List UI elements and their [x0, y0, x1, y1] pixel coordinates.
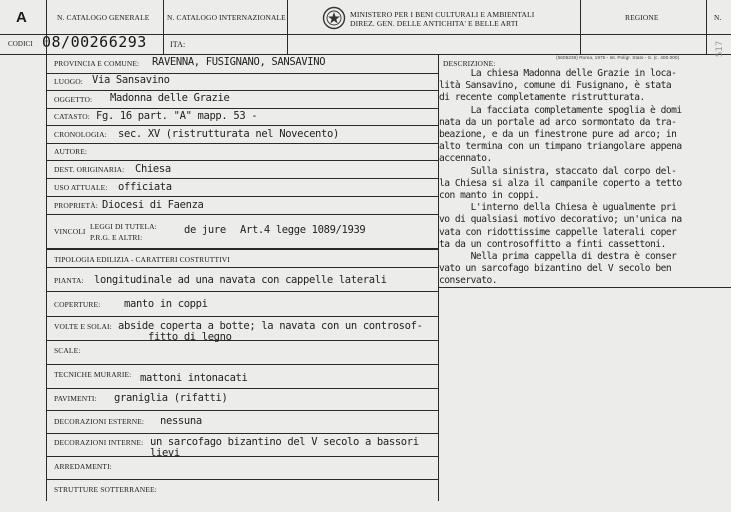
ita-label: ITA:: [170, 40, 186, 49]
rule: [46, 291, 438, 292]
rule: [163, 0, 164, 54]
volte-value1: abside coperta a botte; la navata con un controsof-: [118, 320, 423, 332]
rule: [706, 0, 707, 54]
ministry-line2: DIREZ. GEN. DELLE ANTICHITA' E BELLE ARTI: [350, 19, 519, 28]
print-note: (5605239) Roma, 1975 - Ist. Polígr. Stato - S. (c. 400.000): [556, 56, 680, 61]
rule: [46, 90, 438, 91]
pavimenti-value: graniglia (rifatti): [114, 392, 228, 404]
descrizione-line: di recente completamente ristrutturata.: [439, 92, 645, 104]
rule: [46, 479, 438, 480]
descrizione-line: ta da un controsoffitto a finti cassettoni.: [439, 238, 666, 250]
proprieta-label: PROPRIETÀ:: [54, 201, 98, 210]
decor-interne-value2: lievi: [150, 447, 180, 459]
strutture-label: STRUTTURE SOTTERRANEE:: [54, 485, 157, 494]
uso-attuale-value: officiata: [118, 181, 172, 193]
rule: [46, 214, 438, 215]
rule: [46, 108, 438, 109]
catasto-label: CATASTO:: [54, 112, 90, 121]
rule: [46, 364, 438, 365]
ministry-line1: MINISTERO PER I BENI CULTURALI E AMBIENTALI: [350, 10, 535, 19]
descrizione-line: accennato.: [439, 153, 492, 165]
vincoli-sub2: P.R.G. E ALTRI:: [90, 233, 143, 242]
codici-label: CODICI: [8, 40, 33, 48]
pavimenti-label: PAVIMENTI:: [54, 394, 97, 403]
provincia-label: PROVINCIA E COMUNE:: [54, 59, 140, 68]
pianta-value: longitudinale ad una navata con cappelle laterali: [94, 274, 387, 286]
dest-originaria-label: DEST. ORIGINARIA:: [54, 165, 125, 174]
descrizione-line: Nella prima cappella di destra è conser: [439, 251, 677, 263]
descrizione-line: vata con ridottissime cappelle laterali coper: [439, 226, 677, 238]
descrizione-line: alto termina con un timpano triangolare appena: [439, 141, 682, 153]
decor-esterne-label: DECORAZIONI ESTERNE:: [54, 417, 145, 426]
descrizione-line: la Chiesa si alza il campanile coperto a tetto: [439, 177, 682, 189]
volte-value2: fitto di legno: [148, 331, 232, 343]
autore-label: AUTORE:: [54, 147, 88, 156]
descrizione-text: [439, 68, 725, 288]
descrizione-line: vato un sarcofago bizantino del V secolo ben: [439, 263, 672, 275]
coperture-value: manto in coppi: [124, 298, 208, 310]
descrizione-line: La facciata completamente spoglia è domi: [439, 104, 682, 116]
header-letter: A: [16, 9, 27, 26]
oggetto-value: Madonna delle Grazie: [110, 92, 230, 104]
rule: [46, 316, 438, 317]
rule: [46, 388, 438, 389]
proprieta-value: Diocesi di Faenza: [102, 199, 204, 211]
rule: [46, 267, 438, 268]
vincoli-value2: Art.4 legge 1089/1939: [240, 224, 366, 236]
rule: [46, 143, 438, 144]
rule: [580, 0, 581, 54]
descrizione-line: nata da un portale ad arco sormontato da tra-: [439, 116, 677, 128]
uso-attuale-label: USO ATTUALE:: [54, 183, 108, 192]
scale-label: SCALE:: [54, 346, 81, 355]
decor-interne-value1: un sarcofago bizantino del V secolo a bassori: [150, 436, 419, 448]
descrizione-line: La chiesa Madonna delle Grazie in loca-: [439, 68, 677, 79]
luogo-value: Via Sansavino: [92, 74, 170, 86]
provincia-value: RAVENNA, FUSIGNANO, SANSAVINO: [152, 56, 326, 68]
republic-emblem-icon: [322, 6, 346, 30]
rule: [46, 196, 438, 197]
descrizione-line: con manto in coppi.: [439, 190, 540, 202]
coperture-label: COPERTURE:: [54, 300, 101, 309]
descrizione-line: L'interno della Chiesa è ugualmente pri: [439, 202, 677, 214]
margin-note: 517: [715, 40, 726, 58]
rule: [287, 0, 288, 54]
rule: [46, 125, 438, 126]
tecniche-value: mattoni intonacati: [140, 372, 248, 384]
decor-esterne-value: nessuna: [160, 415, 202, 427]
catalogo-internazionale-label: N. CATALOGO INTERNAZIONALE: [167, 13, 286, 22]
vincoli-value1: de jure: [184, 224, 226, 236]
volte-label: VOLTE E SOLAI:: [54, 322, 112, 331]
cronologia-value: sec. XV (ristrutturata nel Novecento): [118, 128, 339, 140]
rule: [46, 248, 438, 250]
descrizione-line: conservato.: [439, 275, 498, 287]
dest-originaria-value: Chiesa: [135, 163, 171, 175]
rule: [46, 340, 438, 341]
oggetto-label: OGGETTO:: [54, 95, 93, 104]
descrizione-line: Sulla sinistra, staccato dal corpo del-: [439, 165, 677, 177]
catalogo-generale-label: N. CATALOGO GENERALE: [57, 13, 150, 22]
tipologia-header: TIPOLOGIA EDILIZIA - CARATTERI COSTRUTTIVI: [54, 255, 230, 264]
cronologia-label: CRONOLOGIA:: [54, 130, 107, 139]
tecniche-label: TECNICHE MURARIE:: [54, 370, 132, 379]
n-label: N.: [714, 13, 722, 22]
rule: [438, 287, 731, 288]
vincoli-label: VINCOLI: [54, 227, 86, 236]
descrizione-line: beazione, e da un finestrone pure ad arco; in: [439, 129, 677, 141]
vincoli-sub1: LEGGI DI TUTELA:: [90, 222, 157, 231]
regione-label: REGIONE: [625, 13, 659, 22]
catasto-value: Fg. 16 part. "A" mapp. 53 -: [96, 110, 258, 122]
rule: [46, 178, 438, 179]
pianta-label: PIANTA:: [54, 276, 84, 285]
decor-interne-label: DECORAZIONI INTERNE:: [54, 438, 144, 447]
descrizione-label: DESCRIZIONE:: [443, 59, 496, 68]
luogo-label: LUOGO:: [54, 77, 83, 86]
rule: [0, 34, 731, 35]
arredamenti-label: ARREDAMENTI:: [54, 462, 112, 471]
descrizione-line: vo di qualsiasi motivo decorativo; un'unica na: [439, 214, 682, 226]
rule: [46, 410, 438, 411]
rule: [46, 0, 47, 54]
rule: [46, 160, 438, 161]
codici-number: 08/00266293: [42, 33, 147, 51]
rule: [46, 433, 438, 434]
descrizione-line: lità Sansavino, comune di Fusignano, è stata: [439, 80, 672, 92]
rule: [46, 456, 438, 457]
rule: [0, 54, 731, 55]
